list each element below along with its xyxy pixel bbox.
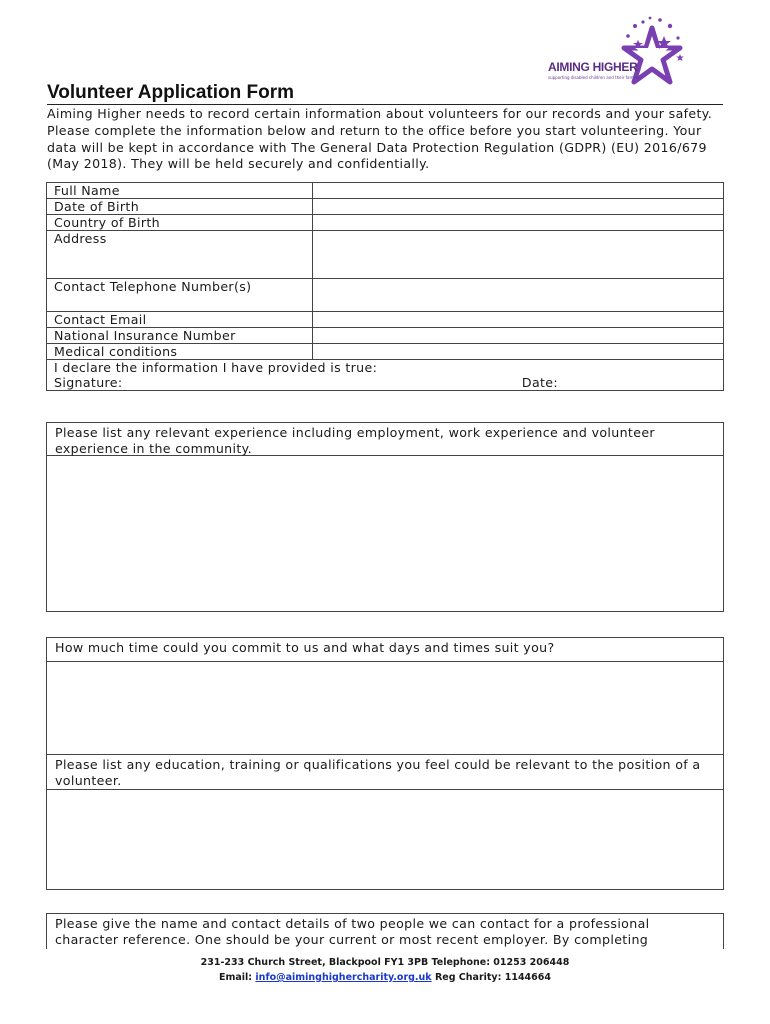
country-label: Country of Birth	[47, 215, 313, 231]
table-row	[47, 199, 724, 215]
title-divider	[47, 104, 723, 105]
personal-details-table	[46, 182, 724, 391]
full-name-field[interactable]	[313, 183, 724, 199]
education-answer-area[interactable]	[47, 789, 723, 889]
dob-label: Date of Birth	[47, 199, 313, 215]
footer-email-label: Email:	[218, 972, 253, 983]
availability-answer-area[interactable]	[47, 661, 723, 754]
education-section	[47, 754, 723, 889]
table-row	[47, 231, 724, 279]
phone-label: Contact Telephone Number(s)	[47, 279, 313, 312]
address-label: Address	[47, 231, 313, 279]
aiming-higher-logo	[540, 14, 690, 94]
footer-charity: Reg Charity: 1144664	[434, 972, 552, 983]
email-label: Contact Email	[47, 312, 313, 328]
medical-field[interactable]	[313, 344, 724, 360]
country-field[interactable]	[313, 215, 724, 231]
table-row	[47, 344, 724, 360]
footer-address: 231-233 Church Street, Blackpool FY1 3PB Telephone: 01253 206448	[200, 957, 570, 968]
references-question: Please give the name and contact details of two people we can contact for a professional character reference. One should be your current or most recent employer. By completing	[55, 916, 650, 947]
star-logo-icon	[540, 14, 690, 94]
table-row	[47, 279, 724, 312]
address-field[interactable]	[313, 231, 724, 279]
experience-answer-area[interactable]	[47, 455, 723, 611]
full-name-label: Full Name	[47, 183, 313, 199]
table-row	[47, 328, 724, 344]
logo-tagline: supporting disabled children and their families	[548, 75, 642, 80]
declaration-cell[interactable]	[47, 360, 724, 391]
declaration-row	[47, 360, 724, 391]
availability-question: How much time could you commit to us and what days and times suit you?	[55, 640, 555, 655]
medical-label: Medical conditions	[47, 344, 313, 360]
references-section	[46, 913, 724, 949]
availability-section	[46, 637, 724, 890]
footer-contact	[0, 970, 770, 985]
footer-email-link[interactable]: info@aiminghighercharity.org.uk	[255, 972, 432, 983]
signature-date-row	[54, 375, 723, 390]
intro-paragraph: Aiming Higher needs to record certain information about volunteers for our records and your safety. Please complete the information below and return to the office before you start volunteering. Your data will be kept in accordance with The General Data Protection Regulation (GDPR) (EU) 2016/679 (May 2018). They will be held securely and confidentially.	[47, 106, 713, 172]
date-label: Date:	[521, 375, 558, 390]
dob-field[interactable]	[313, 199, 724, 215]
table-row	[47, 312, 724, 328]
experience-section	[46, 422, 724, 612]
footer	[0, 955, 770, 985]
education-question: Please list any education, training or qualifications you feel could be relevant to the position of a volunteer.	[55, 757, 701, 788]
signature-label: Signature:	[54, 375, 123, 390]
experience-question: Please list any relevant experience including employment, work experience and volunteer experience in the community.	[55, 425, 655, 456]
page-title: Volunteer Application Form	[47, 82, 295, 103]
declaration-text: I declare the information I have provided is true:	[54, 360, 378, 375]
phone-field[interactable]	[313, 279, 724, 312]
ni-label: National Insurance Number	[47, 328, 313, 344]
logo-name: AIMING HIGHER	[548, 60, 638, 74]
ni-field[interactable]	[313, 328, 724, 344]
table-row	[47, 183, 724, 199]
table-row	[47, 215, 724, 231]
email-field[interactable]	[313, 312, 724, 328]
